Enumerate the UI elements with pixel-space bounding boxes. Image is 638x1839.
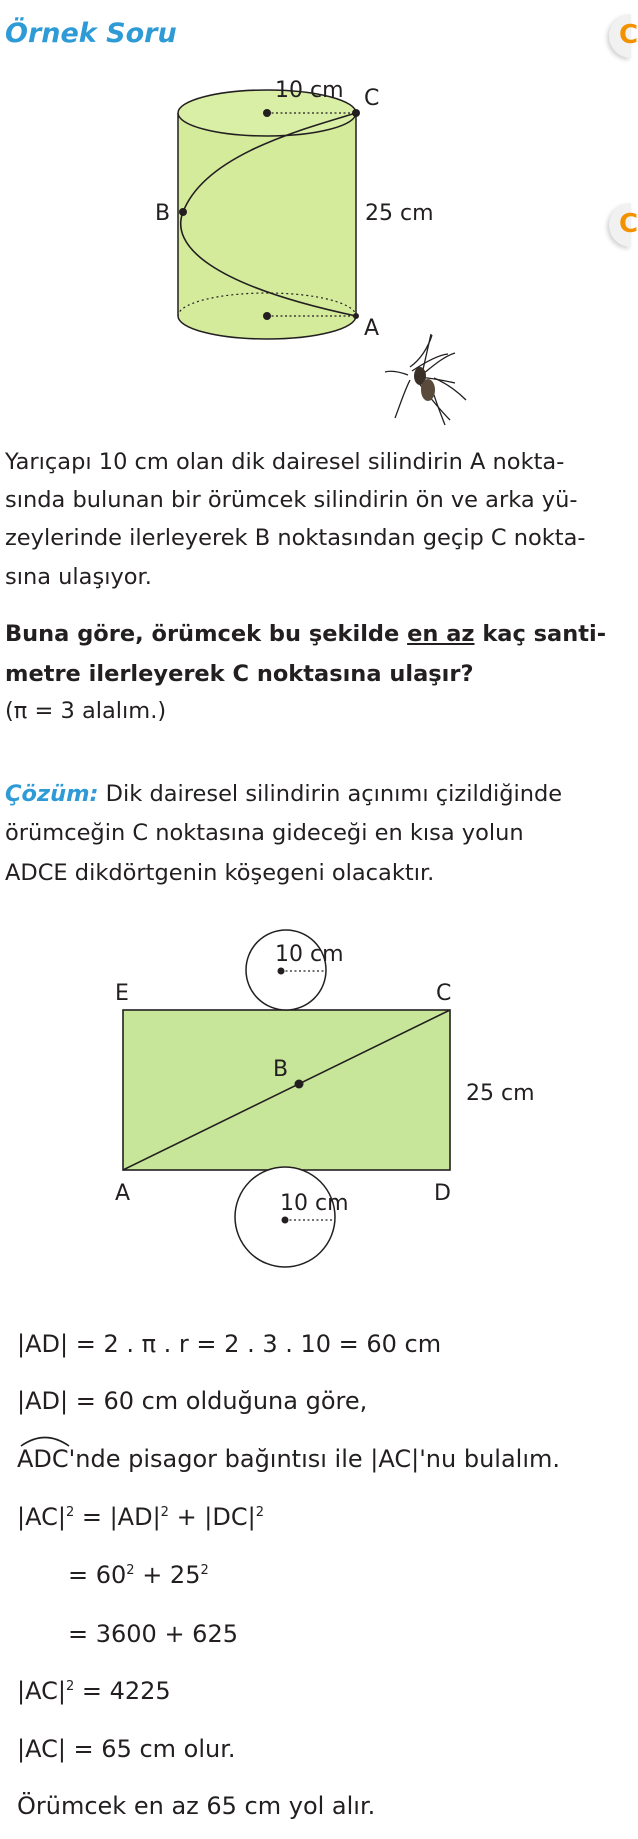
net-figure	[0, 920, 631, 1280]
ac-term: |AC|	[17, 1677, 66, 1705]
ac-term: |AC|	[17, 1503, 66, 1531]
exponent: 2	[65, 1679, 75, 1694]
exponent: 2	[160, 1505, 169, 1520]
point-b-dot	[179, 208, 187, 216]
pythagoras-intro-text: 'nde pisagor bağıntısı ile |AC|'nu bulalım.	[68, 1445, 561, 1473]
dc-term: + |DC|	[168, 1503, 256, 1531]
equation-pythagoras-intro	[17, 1445, 560, 1473]
spider-icon	[385, 334, 466, 425]
radius-label-bottom: 10 cm	[280, 1191, 349, 1216]
angle-arc-icon	[19, 1433, 71, 1447]
equation-ad-circumference: |AD| = 2 . π . r = 2 . 3 . 10 = 60 cm	[17, 1330, 442, 1358]
height-label: 25 cm	[365, 201, 434, 226]
edge-tab-glyph: C	[619, 209, 638, 239]
center-dot-bottom	[282, 1217, 289, 1224]
question-line-2: metre ilerleyerek C noktasına ulaşır?	[5, 661, 474, 687]
exponent: 2	[255, 1505, 264, 1520]
sixty-term: = 60	[68, 1561, 127, 1589]
solution-line-3: ADCE dikdörtgenin köşegeni olacaktır.	[5, 860, 435, 886]
edge-tab-top	[609, 14, 638, 58]
radius-label-top: 10 cm	[275, 942, 344, 967]
edge-tab-glyph: C	[619, 20, 638, 50]
equation-pythagoras	[17, 1503, 264, 1531]
center-dot-top	[278, 968, 285, 975]
question-text-end: kaç santi-	[474, 621, 607, 647]
equation-ac-result: |AC| = 65 cm olur.	[17, 1735, 236, 1763]
pi-note: (π = 3 alalım.)	[5, 698, 167, 724]
question-text-start: Buna göre, örümcek bu şekilde	[5, 621, 408, 647]
solution-line-2: örümceğin C noktasına gideceği en kısa yolun	[5, 820, 524, 846]
radius-label: 10 cm	[275, 78, 344, 103]
example-title: Örnek Soru	[5, 18, 177, 49]
exponent: 2	[200, 1563, 209, 1578]
point-c-label: C	[436, 981, 452, 1006]
cylinder-figure	[0, 60, 631, 430]
point-a-label: A	[364, 316, 380, 341]
point-b-label: B	[273, 1057, 289, 1082]
angle-adc-label: ADC	[17, 1445, 69, 1473]
equation-ad-value: |AD| = 60 cm olduğuna göre,	[17, 1387, 368, 1415]
problem-line-2: sında bulunan bir örümcek silindirin ön ve arka yü-	[5, 487, 578, 513]
solution-line-1	[5, 775, 622, 814]
cylinder-body	[178, 113, 356, 339]
question-emphasis: en az	[407, 621, 475, 647]
problem-line-1: Yarıçapı 10 cm olan dik dairesel silindirin A nokta-	[5, 449, 565, 475]
conclusion: Örümcek en az 65 cm yol alır.	[17, 1792, 376, 1820]
solution-text-start: Dik dairesel silindirin açınımı çizildiğinde	[98, 781, 563, 807]
point-b-label: B	[155, 201, 171, 226]
equation-squares	[68, 1561, 209, 1589]
point-b-dot	[295, 1080, 304, 1089]
equation-ac-squared	[17, 1677, 171, 1705]
solution-label: Çözüm:	[5, 781, 99, 807]
angle-adc	[17, 1445, 69, 1473]
point-a-label: A	[115, 1181, 131, 1206]
exponent: 2	[126, 1563, 135, 1578]
exponent: 2	[65, 1505, 75, 1520]
point-c-dot	[352, 109, 360, 117]
center-dot-bottom	[263, 312, 271, 320]
point-a-dot	[353, 313, 359, 319]
equation-sum: = 3600 + 625	[68, 1620, 238, 1648]
point-d-label: D	[434, 1181, 451, 1206]
problem-line-4: sına ulaşıyor.	[5, 564, 152, 590]
point-e-label: E	[115, 981, 129, 1006]
ad-term: = |AD|	[74, 1503, 161, 1531]
center-dot-top	[263, 109, 271, 117]
ac-squared-value: = 4225	[74, 1677, 171, 1705]
twentyfive-term: + 25	[134, 1561, 201, 1589]
height-label: 25 cm	[466, 1081, 535, 1106]
point-c-label: C	[364, 86, 380, 111]
problem-line-3: zeylerinde ilerleyerek B noktasından geçip C nokta-	[5, 525, 586, 551]
question-line-1	[5, 615, 622, 654]
